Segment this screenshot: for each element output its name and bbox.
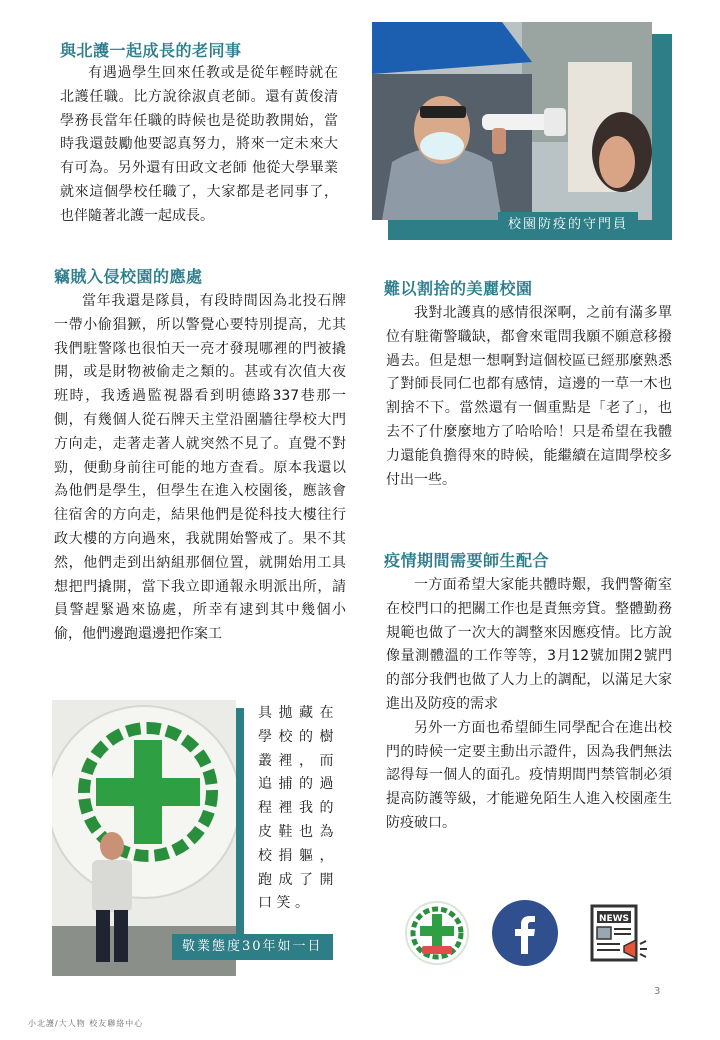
section-body-thief <box>54 290 346 647</box>
news-icon[interactable] <box>586 900 652 966</box>
wrapped-text-column <box>258 702 338 916</box>
photo-caption-gatekeeper: 校園防疫的守門員 <box>498 212 638 238</box>
section-heading-pandemic: 疫情期間需要師生配合 <box>384 551 550 570</box>
section-heading-thief: 竊賊入侵校園的應處 <box>54 267 203 286</box>
wrap-line: 程裡我的 <box>258 800 338 817</box>
wrap-line: 校捐軀， <box>258 847 338 864</box>
wrap-line: 學校的樹 <box>258 728 338 745</box>
paragraph: 有遇過學生回來任教或是從年輕時就在北護任職。比方說徐淑貞老師。還有黃俊清學務長當年任職的時候也是從助教開始，當時我還鼓勵他要認真努力，將來一定未來大有可為。另外還有田政文老師 他從大學畢業就來這個學校任職了，大家都是老同事了，也伴隨著北護一起成長。 <box>60 65 338 224</box>
footer-credit: 小北護/大人物 校友聯絡中心 <box>28 1019 144 1028</box>
wrap-line: 具拋藏在 <box>258 705 338 721</box>
wrap-line: 口笑。 <box>258 895 314 912</box>
school-logo-icon[interactable] <box>404 900 470 966</box>
paragraph: 另外一方面也希望師生同學配合在進出校門的時候一定要主動出示證件，因為我們無法認得每一個人的面孔。疫情期間門禁管制必須提高防護等級，才能避免陌生人進入校園產生防疫破口。 <box>386 719 672 831</box>
wrap-line: 叢裡，而 <box>258 752 338 769</box>
paragraph: 一方面希望大家能共體時艱，我們警衛室在校門口的把關工作也是責無旁貸。整體勤務規範也做了一次大的調整來因應疫情。比方說像量測體溫的工作等等，3月12號加開2號門的部分我們也做了人力上的調配，以滿足大家進出及防疫的需求 <box>386 577 672 712</box>
section-heading-campus: 難以割捨的美麗校園 <box>384 279 533 298</box>
svg-text:NEWS: NEWS <box>598 914 630 924</box>
facebook-icon[interactable] <box>492 900 558 966</box>
section-body-pandemic <box>386 574 672 836</box>
section-body-campus <box>386 302 672 492</box>
paragraph: 當年我還是隊員，有段時間因為北投石牌一帶小偷猖獗，所以警覺心要特別提高，尤其我們駐警隊也很怕天一亮才發現哪裡的門被撬開，或是財物被偷走之類的。甚或有次值大夜班時，我透過監視器看到明德路337巷那一側，有幾個人從石牌天主堂沿圍牆往學校大門方向走，走著走著人就突然不見了。直覺不對勁，便動身前往可能的地方查看。原本我還以為他們是學生，但學生在進入校園後，應該會往宿舍的方向走，結果他們是從科技大樓往行政大樓的方向過來，我就開始警戒了。果不其然，他們走到出納組那個位置，就開始用工具想把門撬開，當下我立即通報永明派出所，請員警趕緊過來協處，所幸有逮到其中幾個小偷，他們邊跑還邊把作案工 <box>54 293 346 643</box>
paragraph: 我對北護真的感情很深啊，之前有滿多單位有駐衛警職缺，都會來電問我願不願意移撥過去。但是想一想啊對這個校區已經那麼熟悉了對師長同仁也都有感情，這邊的一草一木也割捨不下。當然還有一個重點是「老了」，也去不了什麼麼地方了哈哈哈！只是希望在我體力還能負擔得來的時候，能繼續在這間學校多付出一些。 <box>386 305 672 488</box>
section-body-old-colleagues <box>60 62 338 229</box>
facebook-glyph <box>492 900 558 966</box>
photo-temperature-check <box>372 22 652 220</box>
photo-illustration <box>372 22 652 220</box>
section-heading-old-colleagues: 與北護一起成長的老同事 <box>60 41 242 60</box>
page-number: 3 <box>654 986 661 997</box>
wrap-line: 皮鞋也為 <box>258 823 338 840</box>
photo-caption-dedication: 敬業態度30年如一日 <box>172 934 333 960</box>
news-glyph <box>586 900 652 966</box>
wrap-line: 追捕的過 <box>258 776 338 793</box>
wrap-line: 跑成了開 <box>258 871 338 888</box>
school-logo-graphic <box>404 900 470 966</box>
